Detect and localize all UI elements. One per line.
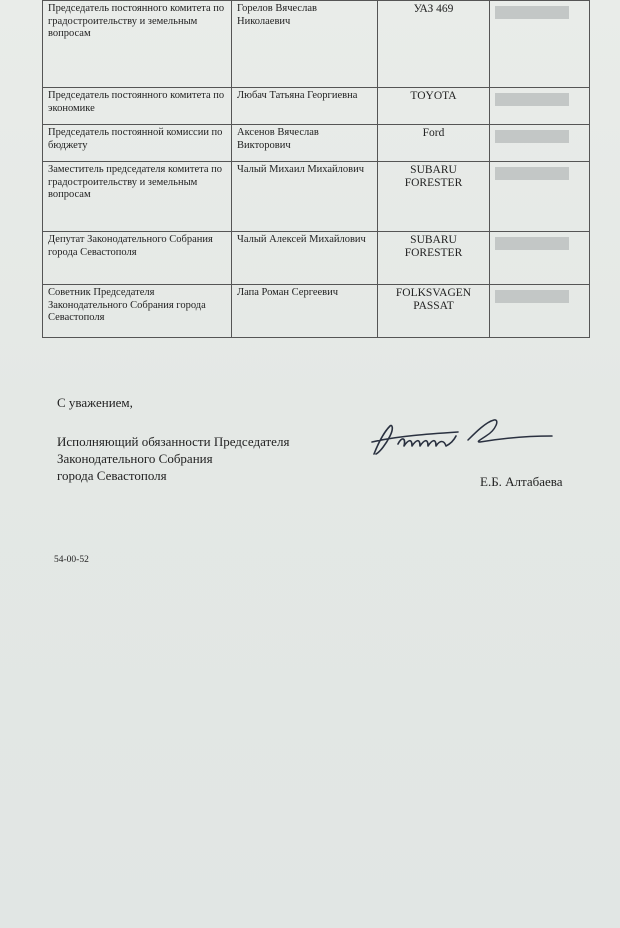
name-cell: Лапа Роман Сергеевич: [232, 285, 378, 338]
redacted-cell: [490, 285, 590, 338]
table-row: [43, 232, 590, 285]
name-cell: Аксенов Вячеслав Викторович: [232, 125, 378, 162]
signatory-title-line: Исполняющий обязанности Председателя: [57, 434, 290, 449]
redaction-bar: [495, 130, 569, 143]
table-row: [43, 125, 590, 162]
redacted-cell: [490, 162, 590, 232]
handwritten-signature: [368, 414, 558, 464]
vehicle-cell: FOLKSVAGEN PASSAT: [378, 285, 490, 338]
signatory-name: Е.Б. Алтабаева: [480, 474, 563, 489]
redaction-bar: [495, 237, 569, 250]
redaction-bar: [495, 290, 569, 303]
signatory-title-line: города Севастополя: [57, 468, 167, 483]
position-cell: Председатель постоянного комитета по экономике: [43, 88, 232, 125]
table-row: [43, 285, 590, 338]
vehicle-cell: Ford: [378, 125, 490, 162]
redacted-cell: [490, 88, 590, 125]
vehicle-cell: SUBARU FORESTER: [378, 162, 490, 232]
position-cell: Заместитель председателя комитета по градостроительству и земельным вопросам: [43, 162, 232, 232]
redaction-bar: [495, 93, 569, 106]
redacted-cell: [490, 1, 590, 88]
position-cell: Депутат Законодательного Собрания города Севастополя: [43, 232, 232, 285]
table-row: [43, 162, 590, 232]
redacted-cell: [490, 125, 590, 162]
table-row: [43, 1, 590, 88]
vehicle-cell: SUBARU FORESTER: [378, 232, 490, 285]
vehicle-cell: УАЗ 469: [378, 1, 490, 88]
phone-number: 54-00-52: [54, 555, 89, 565]
name-cell: Чалый Алексей Михайлович: [232, 232, 378, 285]
name-cell: Горелов Вячеслав Николаевич: [232, 1, 378, 88]
position-cell: Председатель постоянной комиссии по бюджету: [43, 125, 232, 162]
vehicle-cell: TOYOTA: [378, 88, 490, 125]
closing-text: С уважением,: [57, 395, 133, 410]
vehicles-table: [42, 0, 590, 338]
signatory-title: [57, 433, 289, 484]
redacted-cell: [490, 232, 590, 285]
position-cell: Председатель постоянного комитета по градостроительству и земельным вопросам: [43, 1, 232, 88]
name-cell: Любач Татьяна Георгиевна: [232, 88, 378, 125]
position-cell: Советник Председателя Законодательного Собрания города Севастополя: [43, 285, 232, 338]
name-cell: Чалый Михаил Михайлович: [232, 162, 378, 232]
redaction-bar: [495, 167, 569, 180]
table-row: [43, 88, 590, 125]
redaction-bar: [495, 6, 569, 19]
signatory-title-line: Законодательного Собрания: [57, 451, 213, 466]
